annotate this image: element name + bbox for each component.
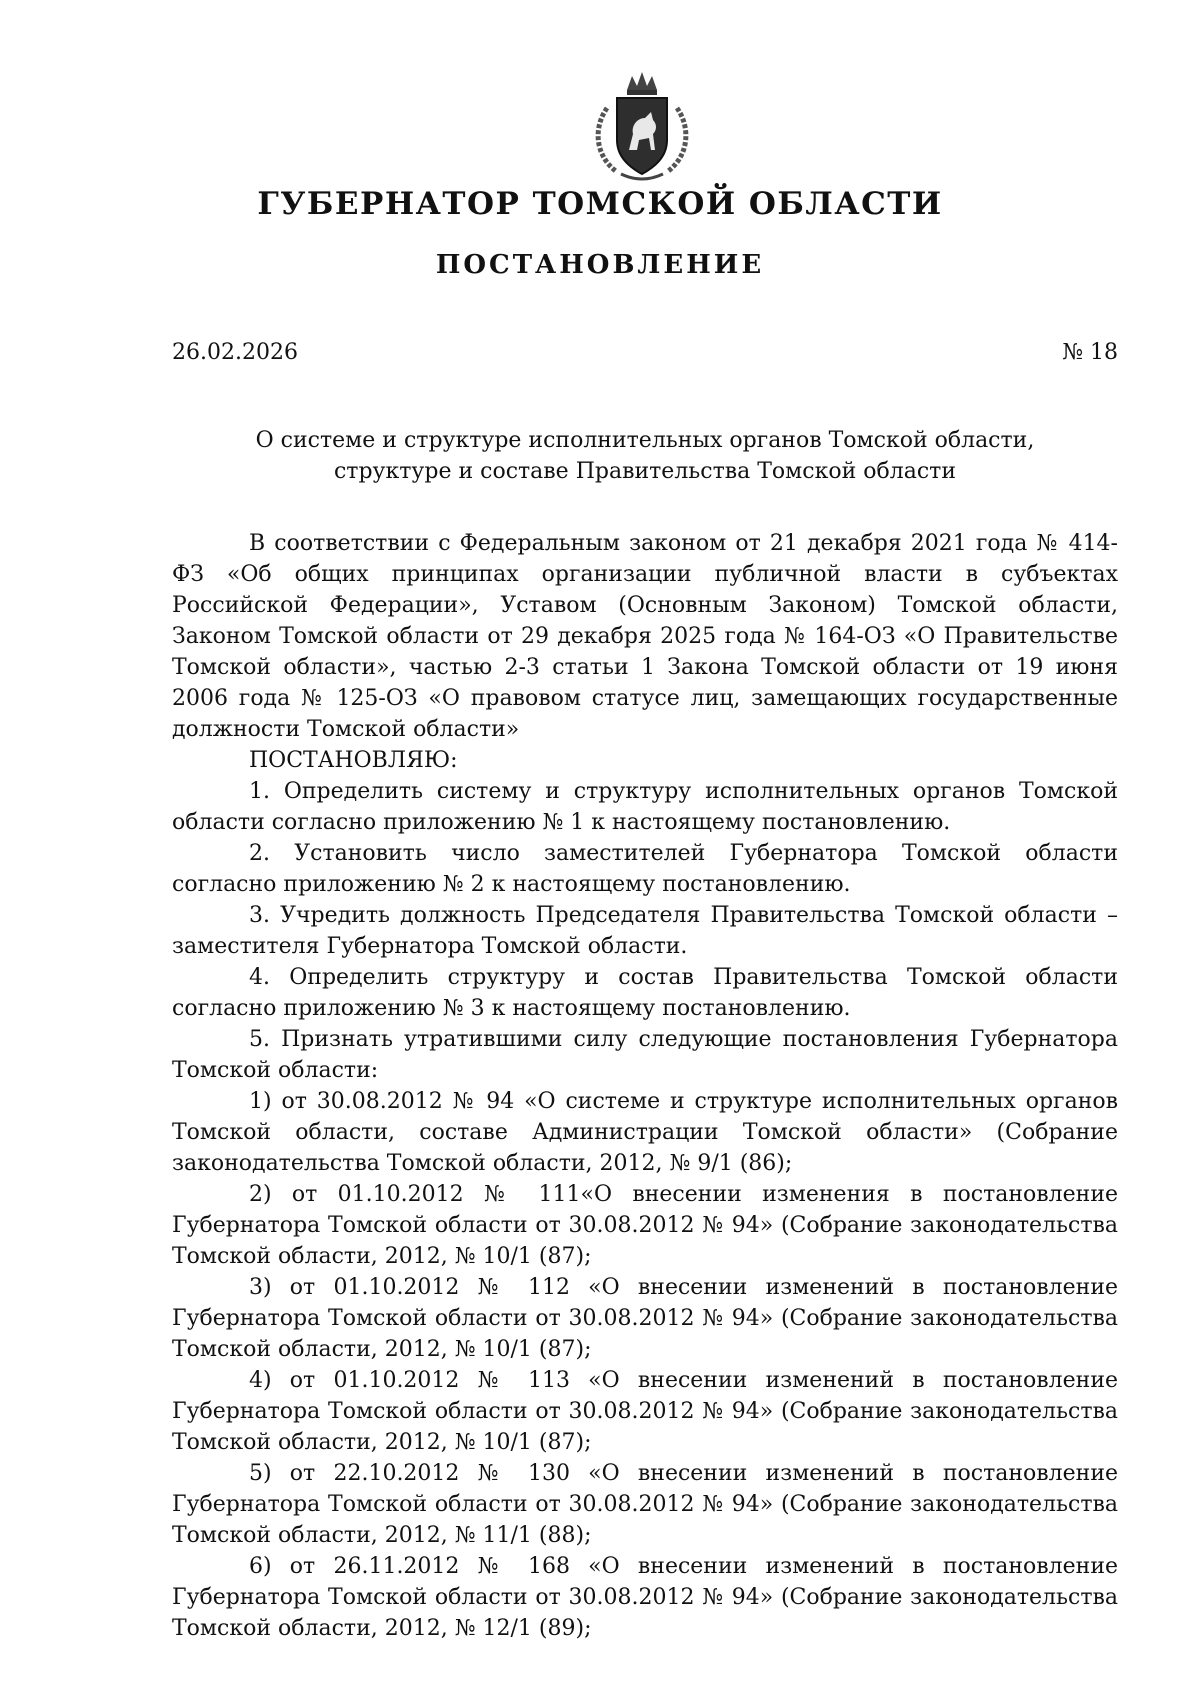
list-item: 3) от 01.10.2012 № 112 «О внесении изменений в постановление Губернатора Томской области от 30.08.2012 № 94» (Собрание законодательства Томской области, 2012, № 10/1 (87); xyxy=(172,1275,1118,1362)
list-item: 6) от 26.11.2012 № 168 «О внесении изменений в постановление Губернатора Томской области от 30.08.2012 № 94» (Собрание законодательства Томской области, 2012, № 12/1 (89); xyxy=(172,1554,1118,1641)
coat-of-arms-icon xyxy=(587,68,697,186)
decree-word: ПОСТАНОВЛЯЮ: xyxy=(249,748,458,773)
list-item: 2. Установить число заместителей Губернатора Томской области согласно приложению № 2 к настоящему постановлению. xyxy=(172,841,1118,897)
list-item: 4) от 01.10.2012 № 113 «О внесении изменений в постановление Губернатора Томской области от 30.08.2012 № 94» (Собрание законодательства Томской области, 2012, № 10/1 (87); xyxy=(172,1368,1118,1455)
issuing-authority: ГУБЕРНАТОР ТОМСКОЙ ОБЛАСТИ xyxy=(257,186,943,222)
document-date: 26.02.2026 xyxy=(172,340,298,365)
list-item: 5. Признать утратившими силу следующие постановления Губернатора Томской области: xyxy=(172,1027,1118,1083)
preamble: В соответствии с Федеральным законом от 21 декабря 2021 года № 414-ФЗ «Об общих принципах организации публичной власти в субъектах Российской Федерации», Уставом (Основным Законом) Томской области, Законом Томской области от 29 декабря 2025 года № 164-ОЗ «О Правительстве Томской области», частью 2-3 статьи 1 Закона Томской области от 19 июня 2006 года № 125-ОЗ «О правовом статусе лиц, замещающих государственные должности Томской области» xyxy=(172,531,1118,742)
list-item: 2) от 01.10.2012 № 111«О внесении изменения в постановление Губернатора Томской области от 30.08.2012 № 94» (Собрание законодательства Томской области, 2012, № 10/1 (87); xyxy=(172,1182,1118,1269)
list-item: 3. Учредить должность Председателя Правительства Томской области – заместителя Губернатора Томской области. xyxy=(172,903,1118,959)
document-title xyxy=(172,425,1118,487)
document-number: № 18 xyxy=(1062,340,1118,365)
title-line: структуре и составе Правительства Томской области xyxy=(333,459,956,484)
list-item: 4. Определить структуру и состав Правительства Томской области согласно приложению № 3 к настоящему постановлению. xyxy=(172,965,1118,1021)
document-type: ПОСТАНОВЛЕНИЕ xyxy=(435,250,765,280)
title-line: О системе и структуре исполнительных органов Томской области, xyxy=(255,428,1035,453)
list-item: 5) от 22.10.2012 № 130 «О внесении изменений в постановление Губернатора Томской области от 30.08.2012 № 94» (Собрание законодательства Томской области, 2012, № 11/1 (88); xyxy=(172,1461,1118,1548)
list-item: 1. Определить систему и структуру исполнительных органов Томской области согласно приложению № 1 к настоящему постановлению. xyxy=(172,779,1118,835)
list-item: 1) от 30.08.2012 № 94 «О системе и структуре исполнительных органов Томской области, составе Администрации Томской области» (Собрание законодательства Томской области, 2012, № 9/1 (86); xyxy=(172,1089,1118,1176)
document-body xyxy=(172,528,1118,1644)
